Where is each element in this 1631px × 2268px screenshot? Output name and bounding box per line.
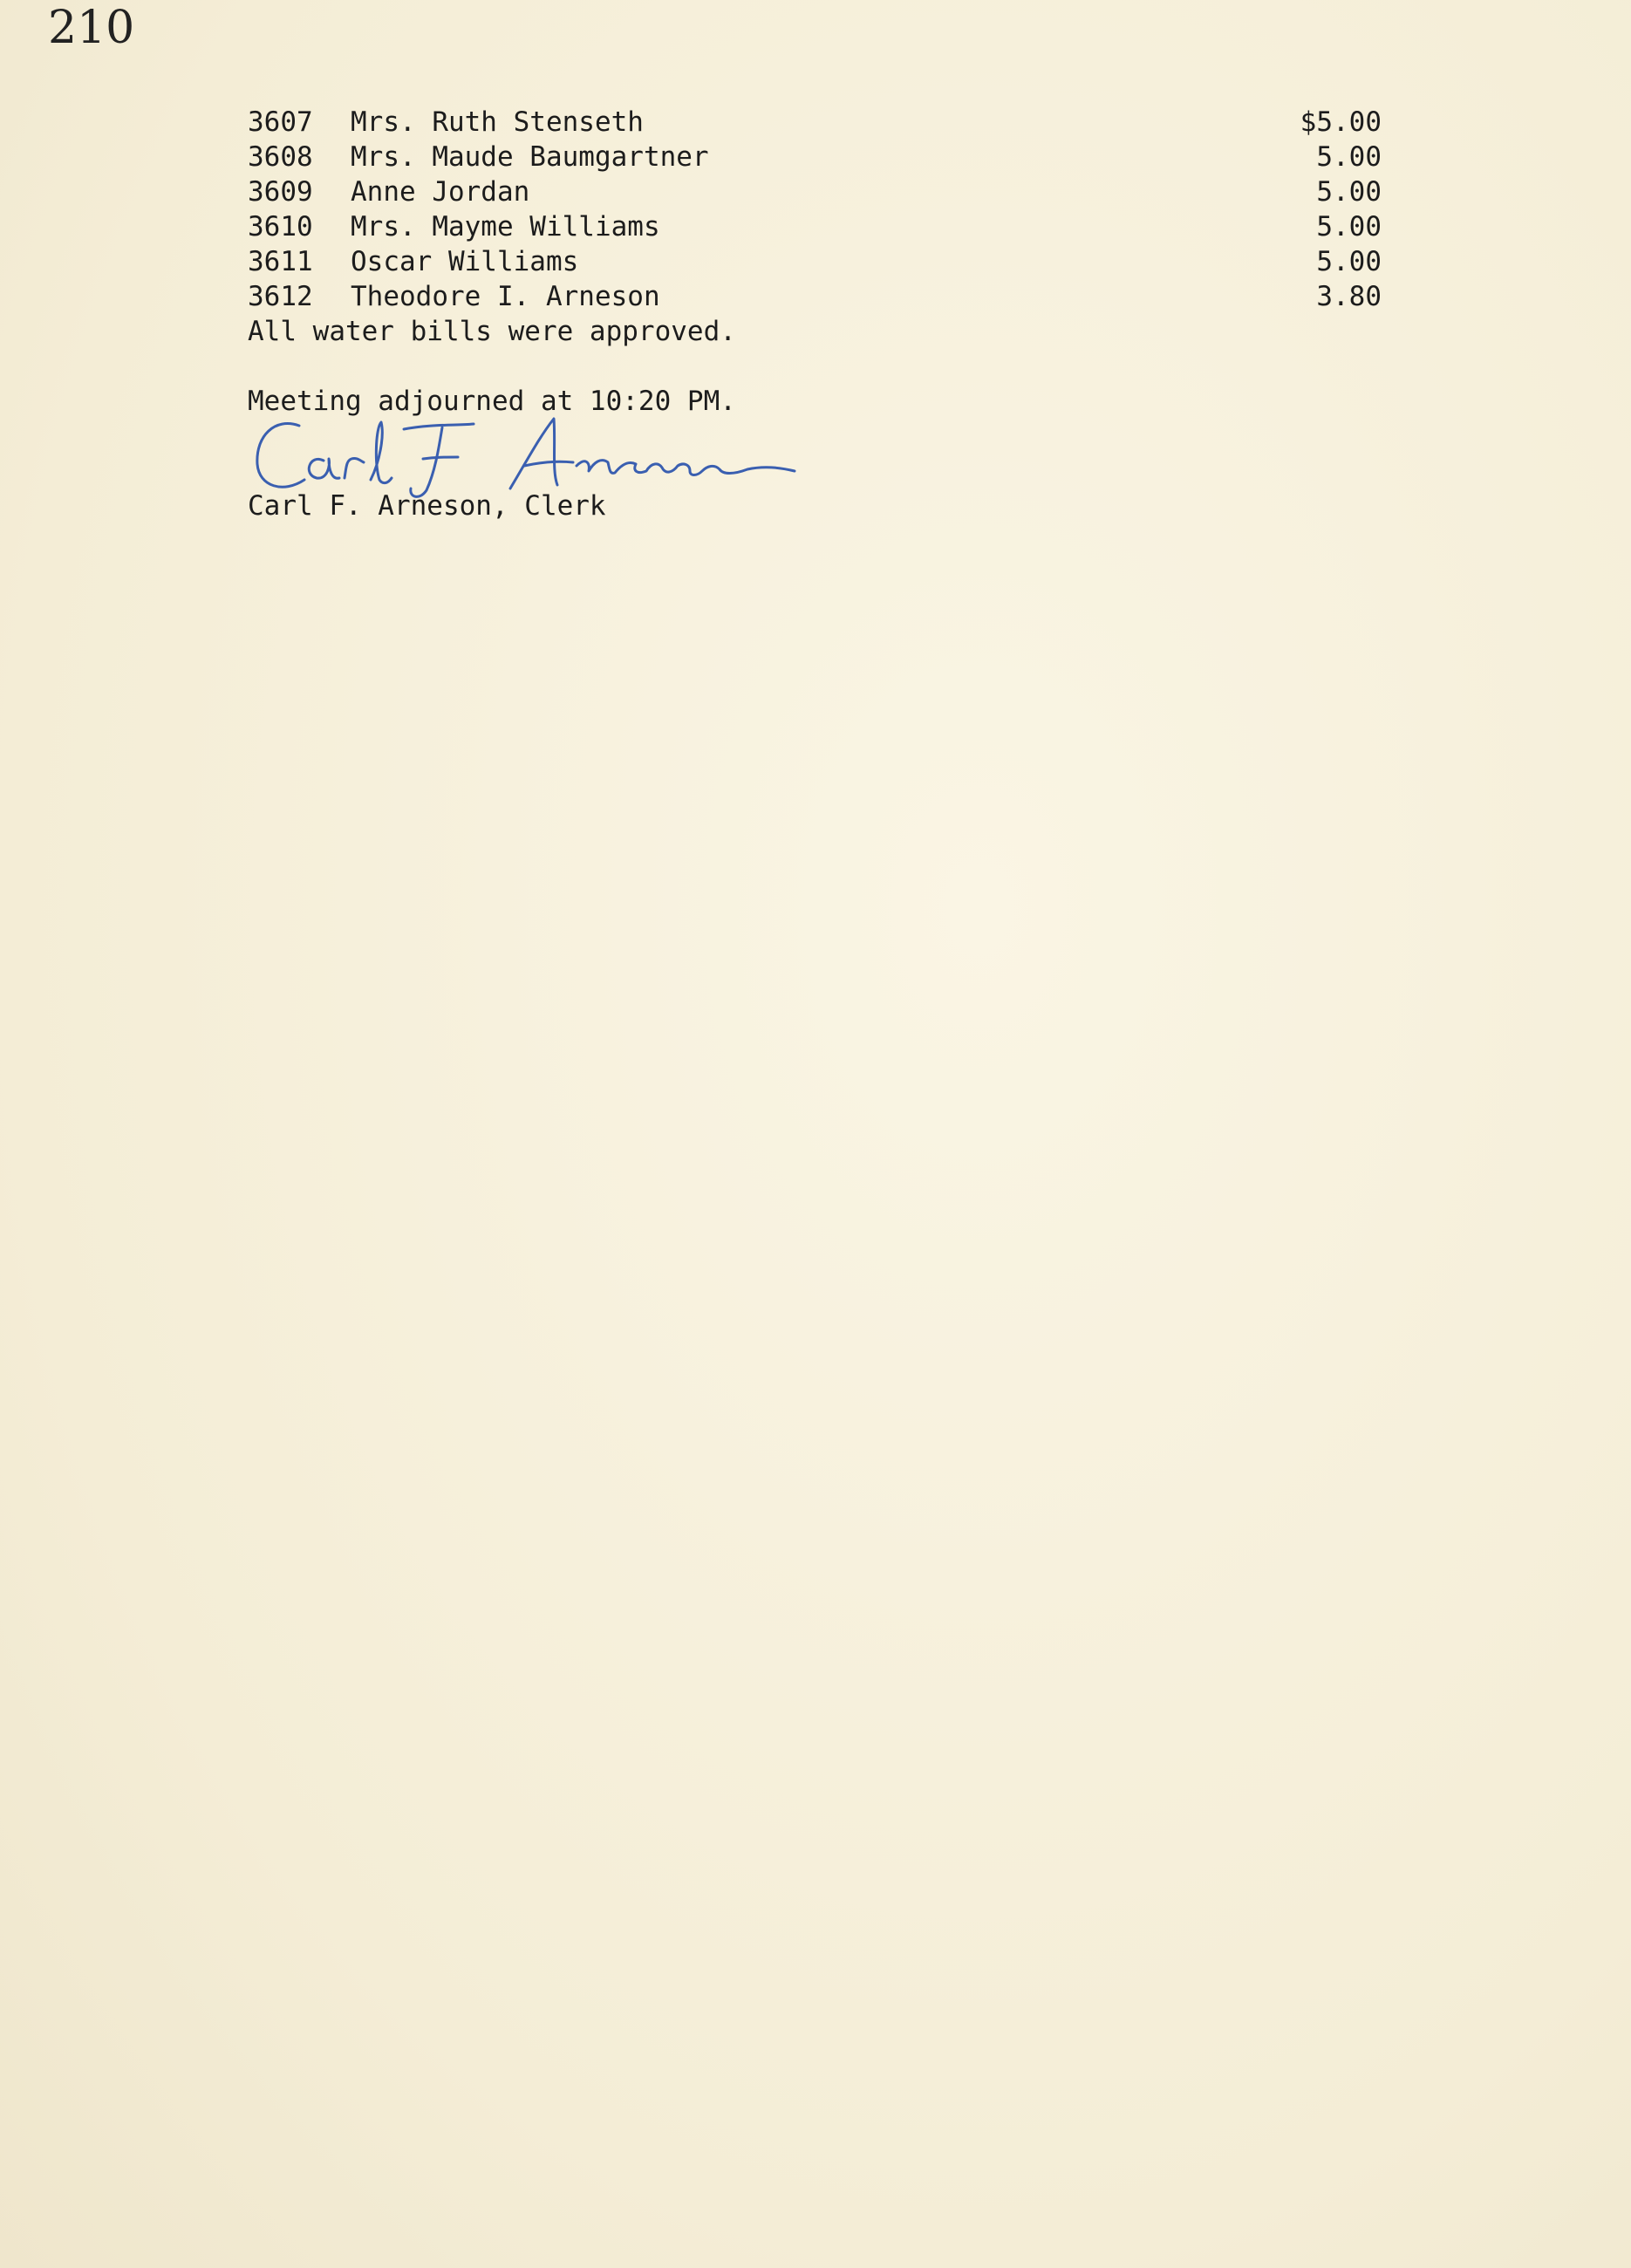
bill-amount: 5.00 [1316, 141, 1382, 173]
bill-number: 3612 [248, 281, 313, 312]
payee-name: Mrs. Ruth Stenseth [351, 106, 644, 138]
signer-line: Carl F. Arneson, Clerk [248, 490, 606, 522]
bill-row [248, 244, 1382, 279]
payee-name: Anne Jordan [351, 176, 530, 208]
bill-amount: 5.00 [1316, 246, 1382, 277]
bill-amount: 5.00 [1316, 211, 1382, 243]
bill-number: 3610 [248, 211, 313, 243]
bill-number: 3609 [248, 176, 313, 208]
bill-row [248, 105, 1382, 140]
bill-number: 3608 [248, 141, 313, 173]
payee-name: Oscar Williams [351, 246, 579, 277]
bill-row [248, 209, 1382, 244]
bill-row [248, 174, 1382, 209]
adjournment-line: Meeting adjourned at 10:20 PM. [248, 386, 736, 417]
page-number: 210 [48, 2, 135, 54]
bill-row [248, 279, 1382, 314]
bill-number: 3607 [248, 106, 313, 138]
bill-amount: 5.00 [1316, 176, 1382, 208]
bill-amount: $5.00 [1300, 106, 1382, 138]
bill-number: 3611 [248, 246, 313, 277]
payee-name: Mrs. Maude Baumgartner [351, 141, 709, 173]
payee-name: Mrs. Mayme Williams [351, 211, 660, 243]
bill-amount: 3.80 [1316, 281, 1382, 312]
payee-name: Theodore I. Arneson [351, 281, 660, 312]
bill-row [248, 140, 1382, 174]
approval-note: All water bills were approved. [248, 316, 736, 347]
